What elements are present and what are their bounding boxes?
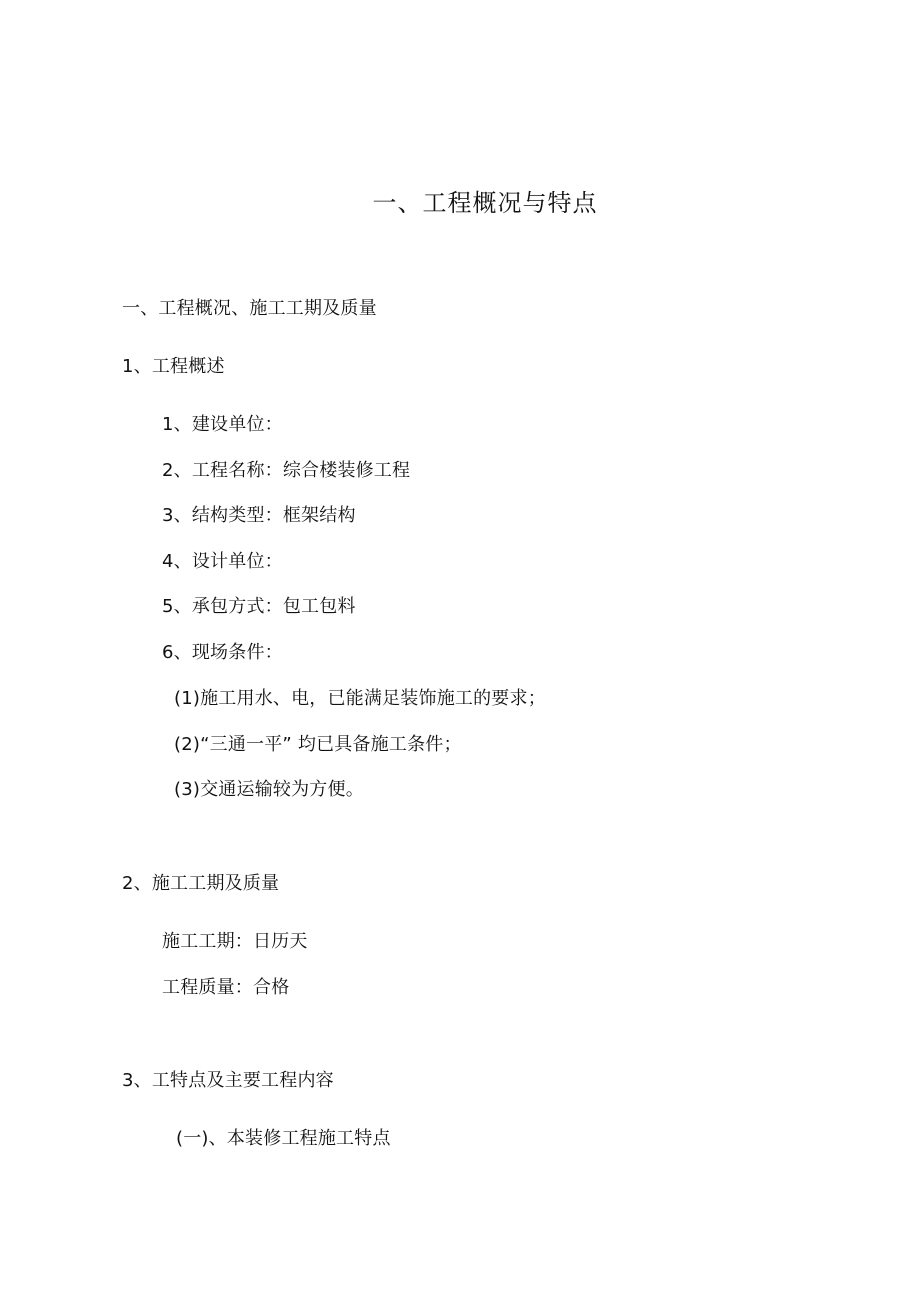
subsection-heading-overview: 1、工程概述	[122, 356, 225, 377]
overview-item-structure-type: 3、结构类型：框架结构	[162, 505, 356, 526]
condition-item-site-prep: (2)“三通一平” 均已具备施工条件；	[174, 734, 462, 755]
quality-line: 工程质量：合格	[162, 977, 290, 998]
overview-item-contract-type: 5、承包方式：包工包料	[162, 596, 356, 617]
condition-item-transport: (3)交通运输较为方便。	[174, 779, 364, 800]
features-subheading: (一)、本装修工程施工特点	[176, 1128, 391, 1149]
condition-item-utilities: (1)施工用水、电，已能满足装饰施工的要求；	[174, 688, 546, 709]
schedule-line: 施工工期：日历天	[162, 931, 308, 952]
subsection-heading-features: 3、工特点及主要工程内容	[122, 1070, 334, 1091]
overview-item-site-conditions: 6、现场条件：	[162, 642, 283, 663]
page-title: 一、工程概况与特点	[372, 189, 598, 217]
subsection-heading-schedule-quality: 2、施工工期及质量	[122, 873, 280, 894]
overview-item-project-name: 2、工程名称：综合楼装修工程	[162, 460, 411, 481]
overview-item-owner: 1、建设单位：	[162, 414, 283, 435]
overview-item-designer: 4、设计单位：	[162, 551, 283, 572]
section-heading: 一、工程概况、施工工期及质量	[122, 298, 377, 319]
